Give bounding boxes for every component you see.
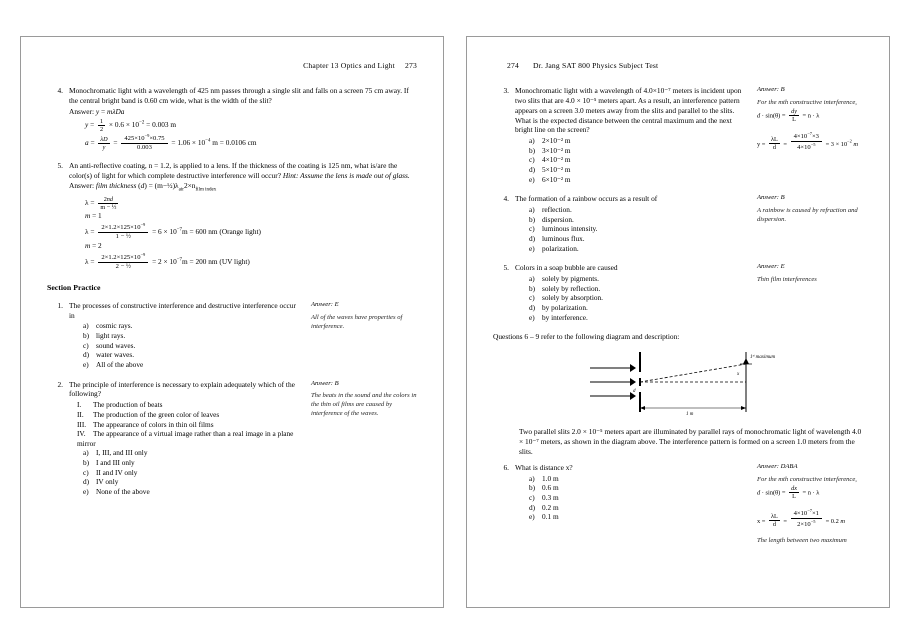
choice[interactable]: c) 0.3 m xyxy=(529,493,559,503)
answer-label: Answer: y = mλDa xyxy=(69,106,125,116)
choice[interactable]: b) dispersion. xyxy=(529,214,574,224)
answer-note: A rainbow is caused by refraction and dispersion. xyxy=(757,207,858,224)
question-number: 1. xyxy=(57,300,63,310)
choice[interactable]: e) All of the above xyxy=(83,359,144,369)
choice-list xyxy=(69,448,303,496)
practice-question-2 xyxy=(47,380,417,497)
svg-text:1ˢᵗ maximum: 1ˢᵗ maximum xyxy=(750,355,776,361)
answer-note: All of the waves have properties of interference. xyxy=(311,313,403,330)
figure-description: Two parallel slits 2.0 × 10⁻⁵ meters apart are illuminated by parallel rays of monochromatic light of wavelength 4.0 × 10⁻⁷ meters, as shown in the diagram above. The interference pattern is formed on a screen 1.0 meters from the slits. xyxy=(519,427,862,457)
answer-note: For the mth constructive interference, xyxy=(757,98,857,106)
roman-item: I. The production of beats xyxy=(77,400,163,410)
answer-key: Answer: B xyxy=(757,86,785,93)
choice[interactable]: e) 6×10⁻² m xyxy=(529,174,571,184)
choice[interactable]: c) 4×10⁻² m xyxy=(529,155,571,165)
choice[interactable]: c) sound waves. xyxy=(83,340,136,350)
choice[interactable]: e) polarization. xyxy=(529,243,579,253)
page-left xyxy=(20,36,444,608)
choice[interactable]: d) 5×10⁻² m xyxy=(529,165,571,175)
choice[interactable]: a) 2×10⁻² m xyxy=(529,136,571,146)
choice[interactable]: b) 0.6 m xyxy=(529,483,559,493)
choice-list xyxy=(69,321,303,369)
roman-item: II. The production of the green color of leaves xyxy=(77,409,220,419)
double-slit-figure xyxy=(578,348,778,416)
answer-key: Answer: E xyxy=(311,300,339,308)
answer-note: For the mth constructive interference, xyxy=(757,475,857,483)
choice[interactable]: b) solely by reflection. xyxy=(529,283,601,293)
choice-list xyxy=(515,136,749,184)
page-number-left: 273 xyxy=(405,61,417,70)
answer-label: Answer: film thickness $(d) = (m-\frac{1}{2})\lambda_{air}2\times n_{film index}$ xyxy=(69,181,217,193)
question-text: Monochromatic light with a wavelength of 4.0×10⁻⁷ meters is incident upon two slits that are 4.0 × 10⁻⁵ meters apart. As a result, an interference pattern appears on a screen 3.0 meters away from the slits and parallel to the slits. What is the expected distance between the central maximum and the next bright line on the screen? xyxy=(515,86,742,135)
choice[interactable]: a) I, III, and III only xyxy=(83,448,148,458)
svg-text:d: d xyxy=(633,389,636,395)
question-4-right xyxy=(493,194,863,253)
choice-list xyxy=(515,205,749,253)
question-3 xyxy=(493,86,863,184)
question-number: 5. xyxy=(503,263,509,273)
choice[interactable]: e) 0.1 m xyxy=(529,512,559,522)
choice[interactable]: c) II and IV only xyxy=(83,467,138,477)
page-right xyxy=(466,36,890,608)
choice[interactable]: a) cosmic rays. xyxy=(83,321,133,331)
section-title: Section Practice xyxy=(47,282,101,292)
page-right-header xyxy=(493,61,863,70)
choice[interactable]: c) solely by absorption. xyxy=(529,293,604,303)
roman-list xyxy=(69,400,303,448)
page-number-right: 274 xyxy=(507,61,519,70)
math-lines: y = $\frac{1}{2}$ × $0.6 \times 10^{-2} = 0.003$ m a = $\frac{\lambda D}{y}$ = $\frac{425\times 10^{-9}\times 0.75}{0.003}$ = $1.06 \times 10^{-4}$ m = 0.0106 cm xyxy=(85,117,257,151)
roman-item: III. The appearance of colors in thin oil films xyxy=(77,419,214,429)
question-number: 5. xyxy=(57,160,63,170)
choice-list xyxy=(515,274,749,322)
choice[interactable]: e) by interference. xyxy=(529,312,588,322)
chapter-title: Chapter 13 Optics and Light xyxy=(303,61,395,70)
answer-note-2: The length between two maximum xyxy=(757,537,847,545)
answer-key: Answer: B xyxy=(757,194,785,202)
choice[interactable]: a) 1.0 m xyxy=(529,473,559,483)
question-number: 4. xyxy=(503,194,509,204)
question-number: 6. xyxy=(503,462,509,472)
book-title: Dr. Jang SAT 800 Physics Subject Test xyxy=(533,61,659,70)
question-number: 3. xyxy=(503,86,509,95)
answer-key: Answer: DABA xyxy=(757,462,798,470)
answer-note: The beats in the sound and the colors in the thin oil films are caused by interference of the waves. xyxy=(311,392,417,418)
choice[interactable]: d) by polarization. xyxy=(529,303,588,313)
question-number: 2. xyxy=(57,379,63,389)
question-6 xyxy=(493,463,863,546)
answer-note: Thin film interferences xyxy=(757,276,817,284)
questions-lead: Questions 6 – 9 refer to the following diagram and description: xyxy=(493,332,680,342)
choice[interactable]: a) reflection. xyxy=(529,205,572,215)
question-text: The processes of constructive interference and destructive interference occur in xyxy=(69,300,296,320)
choice[interactable]: d) 0.2 m xyxy=(529,502,559,512)
math-lines: d · sin(θ) = $\frac{dx}{L}$ = n · λ x = $\frac{\lambda L}{d}$ = $\frac{4\times 10^{-7}\times 1}{2\times 10^{-5}}$ = 0.2 m xyxy=(757,484,845,529)
choice[interactable]: b) light rays. xyxy=(83,331,126,341)
choice[interactable]: d) luminous flux. xyxy=(529,234,585,244)
question-text: What is distance x? xyxy=(515,462,573,472)
question-text: An anti-reflective coating, n = 1.2, is applied to a lens. If the thickness of the coating is 125 nm, what is/are the color(s) of light for which complete destructive interference will occur? Hint: Assume the lens is made out of glass. xyxy=(69,160,410,180)
choice-list xyxy=(515,474,749,522)
math-lines: d · sin(θ) = $\frac{dy}{L}$ = n · λ y = $\frac{\lambda L}{d}$ = $\frac{4\times 10^{-7}\times 3}{4\times 10^{-5}}$ = $3 \times 10^{-2}$ m xyxy=(757,107,859,152)
practice-question-1 xyxy=(47,301,417,370)
question-text: Colors in a soap bubble are caused xyxy=(515,263,618,273)
question-text: The principle of interference is necessary to explain adequately which of the following? xyxy=(69,379,295,399)
choice[interactable]: e) None of the above xyxy=(83,486,150,496)
page-left-header xyxy=(47,61,417,70)
choice[interactable]: d) water waves. xyxy=(83,350,135,360)
choice[interactable]: c) luminous intensity. xyxy=(529,224,598,234)
interference-diagram xyxy=(493,348,863,421)
choice[interactable]: d) IV only xyxy=(83,477,119,487)
question-hint: Hint: Assume the lens is made out of glass. xyxy=(282,170,410,180)
question-4 xyxy=(47,86,417,152)
choice[interactable]: a) solely by pigments. xyxy=(529,274,599,284)
svg-text:1 m: 1 m xyxy=(686,412,694,417)
answer-key: Answer: B xyxy=(311,379,339,387)
question-text: Monochromatic light with a wavelength of 425 nm passes through a single slit and falls on a screen 75 cm away. If the central bright band is 0.60 cm wide, what is the width of the slit? xyxy=(69,86,409,105)
question-5 xyxy=(47,161,417,271)
answer-key: Answer: E xyxy=(757,263,785,271)
question-text: The formation of a rainbow occurs as a result of xyxy=(515,194,658,204)
math-lines: λ = $\frac{2nd}{\text{m − ½}}$ m = 1 λ = $\frac{2\times 1.2\times 125\times 10^{-9}}{\text{1 − ½}}$ = $6 \times 10^{-7}m = 600$ nm (Orange light) m = 2 λ = $\frac{2\times 1.2\times 125\times 10^{-9}}{\text{2 − ½}}$ = $2 \times 10^{-7}m = 200$ nm (UV light) xyxy=(85,195,261,270)
question-5-right xyxy=(493,263,863,322)
svg-text:x: x xyxy=(737,372,740,378)
question-number: 4. xyxy=(57,86,63,95)
choice[interactable]: b) I and III only xyxy=(83,458,135,467)
choice[interactable]: b) 3×10⁻² m xyxy=(529,145,571,155)
roman-item: IV. The appearance of a virtual image rather than a real image in a plane mirror xyxy=(77,429,294,448)
